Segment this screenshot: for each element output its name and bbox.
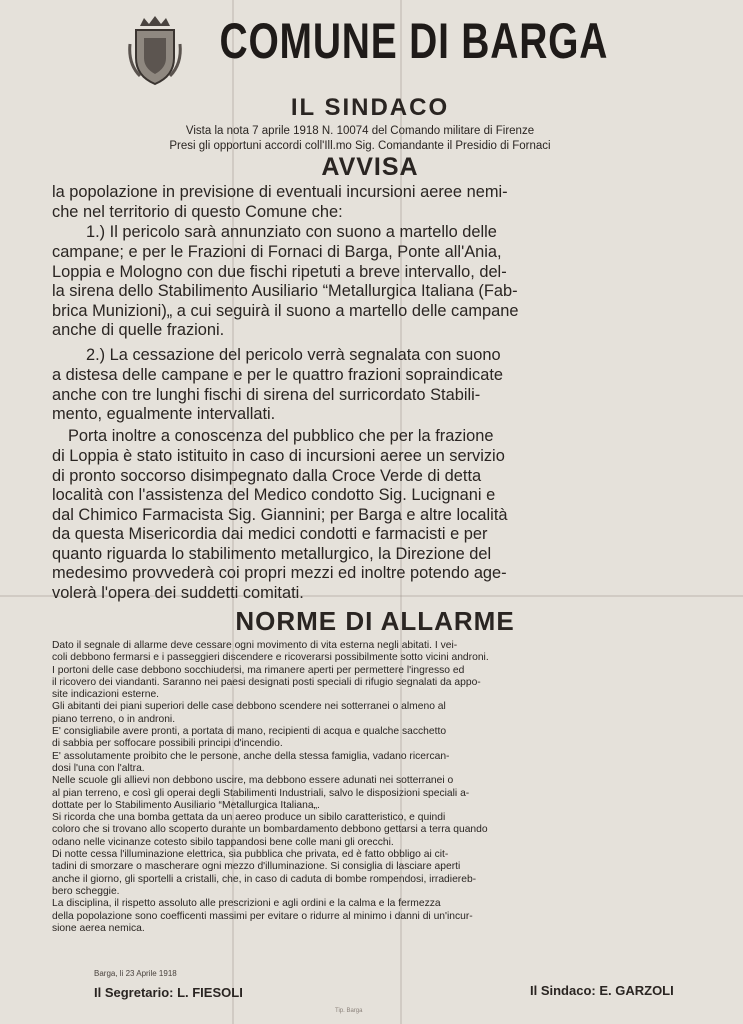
text-line: da questa Misericordia dai medici condotti e farmacisti e per [52, 525, 488, 543]
rule-line: dottate per lo Stabilimento Ausiliario “Metallurgica Italiana„. [52, 799, 320, 811]
rule-line: piano terreno, o in androni. [52, 713, 176, 725]
segretario-signature: Il Segretario: L. FIESOLI [94, 985, 243, 1000]
text-line: medesimo provvederà coi propri mezzi ed inoltre potendo age- [52, 564, 507, 582]
rule-line: di sabbia per soffocare possibili principi d'incendio. [52, 738, 283, 750]
rule-line: tadini di smorzare o mascherare ogni mezzo d'illuminazione. Si consiglia di lasciare aperti [52, 861, 461, 873]
rule-line: Di notte cessa l'illuminazione elettrica, sia pubblica che privata, ed è fatto obbligo ai cit- [52, 849, 449, 861]
rule-line: site indicazioni esterne. [52, 689, 160, 701]
text-line: anche di quelle frazioni. [52, 321, 225, 339]
rule-line: il ricovero dei viandanti. Saranno nei paesi designati posti speciali di rifugio segnalati da appo- [52, 676, 481, 688]
rule-line: coli debbono fermarsi e i passeggieri discendere e ricoverarsi possibilmente sotto vicini androni. [52, 652, 489, 664]
text-line: di Loppia è stato istituito in caso di incursioni aeree un servizio [52, 447, 505, 465]
text-line: anche con tre lunghi fischi di sirena del surricordato Stabili- [52, 385, 481, 404]
text-line: Loppia e Mologno con due fischi ripetuti a breve intervallo, del- [52, 262, 507, 281]
subtitle: IL SINDACO [290, 94, 450, 121]
text-line: dal Chimico Farmacista Sig. Giannini; per Barga e altre località [52, 505, 508, 524]
vista-line-1: Vista la nota 7 aprile 1918 N. 10074 del Comando militare di Firenze [185, 125, 535, 137]
sindaco-signature: Il Sindaco: E. GARZOLI [530, 983, 674, 998]
text-line: a distesa delle campane e per le quattro frazioni sopraindicate [52, 366, 504, 384]
rule-line: della popolazione sono coefficenti massimi per evitare o ridurre al minimo i danni di un'incur- [52, 910, 473, 922]
rule-line: sione aerea nemica. [52, 922, 145, 934]
text-line: località con l'assistenza del Medico condotto Sig. Lucignani e [52, 486, 496, 504]
rule-line: Gli abitanti dei piani superiori delle case debbono scendere nei sotterranei o almeno al [52, 701, 446, 713]
text-line: di pronto soccorso disimpegnato dalla Croce Verde di detta [52, 466, 482, 485]
printer-mark: Tip. Barga [335, 1008, 363, 1014]
rule-line: anche il giorno, gli sportelli a cristalli, che, in caso di caduta di bombe rompendosi, irradiereb- [52, 873, 477, 885]
rule-line: al pian terreno, e così gli operai degli Stabilimenti Industriali, salvo le disposizioni speciali a- [52, 787, 470, 799]
point-2-continued [52, 366, 712, 425]
text-line: mento, egualmente intervallati. [52, 405, 276, 423]
coat-of-arms-icon [126, 14, 184, 86]
rule-line: E' assolutamente proibito che le persone, anche della stessa famiglia, vadano ricercan- [52, 750, 450, 762]
text-line: 2.) La cessazione del pericolo verrà segnalata con suono [86, 346, 501, 364]
vista-line-2: Presi gli opportuni accordi coll'Ill.mo Sig. Comandante il Presidio di Fornaci [169, 140, 551, 152]
rule-line: I portoni delle case debbono socchiudersi, ma rimanere aperti per permettere l'ingresso ed [52, 664, 465, 676]
page-title: COMUNE DI BARGA [219, 13, 609, 69]
rule-line: dosi l'una con l'altra. [52, 762, 145, 774]
rule-line: La disciplina, il rispetto assoluto alle prescrizioni e agli ordini e la calma e la fermezza [52, 898, 441, 910]
text-line: Porta inoltre a conoscenza del pubblico che per la frazione [68, 427, 494, 445]
rule-line: coloro che si trovano allo scoperto durante un bombardamento debbono gettarsi a terra quando [52, 824, 488, 836]
intro-paragraph [52, 183, 712, 222]
rule-line: Dato il segnale di allarme deve cessare ogni movimento di vita esterna negli abitati. I vei- [52, 640, 458, 651]
point-2-paragraph [86, 346, 706, 366]
text-line: campane; e per le Frazioni di Fornaci di Barga, Ponte all'Ania, [52, 243, 502, 261]
norme-rules [52, 640, 712, 935]
text-line: la popolazione in previsione di eventuali incursioni aeree nemi- [52, 183, 508, 201]
rule-line: E' consigliabile avere pronti, a portata di mano, recipienti di acqua e qualche sacchetto [52, 726, 447, 738]
rule-line: Nelle scuole gli allievi non debbono uscire, ma debbono essere adunati nei sotterranei o [52, 775, 454, 787]
avvisa-heading: AVVISA [321, 153, 419, 181]
porta-paragraph [68, 427, 708, 447]
point-1-continued [52, 243, 712, 341]
text-line: brica Munizioni)„ a cui seguirà il suono a martello delle campane [52, 301, 519, 320]
rule-line: odano nelle vicinanze cotesto sibilo tappandosi bene colle mani gli orecchi. [52, 836, 394, 848]
norme-heading: NORME DI ALLARME [235, 606, 515, 636]
rule-line: bero scheggie. [52, 885, 120, 897]
text-line: volerà l'opera dei suddetti comitati. [52, 583, 304, 602]
text-line: quanto riguarda lo stabilimento metallurgico, la Direzione del [52, 544, 492, 563]
rule-line: Si ricorda che una bomba gettata da un aereo produce un sibilo caratteristico, e quindi [52, 812, 446, 824]
place-date: Barga, li 23 Aprile 1918 [94, 969, 177, 978]
text-line: che nel territorio di questo Comune che: [52, 202, 343, 221]
text-line: 1.) Il pericolo sarà annunziato con suono a martello delle [86, 223, 497, 241]
point-1-paragraph [86, 223, 706, 243]
text-line: la sirena dello Stabilimento Ausiliario “Metallurgica Italiana (Fab- [52, 282, 518, 300]
porta-continued [52, 447, 712, 603]
